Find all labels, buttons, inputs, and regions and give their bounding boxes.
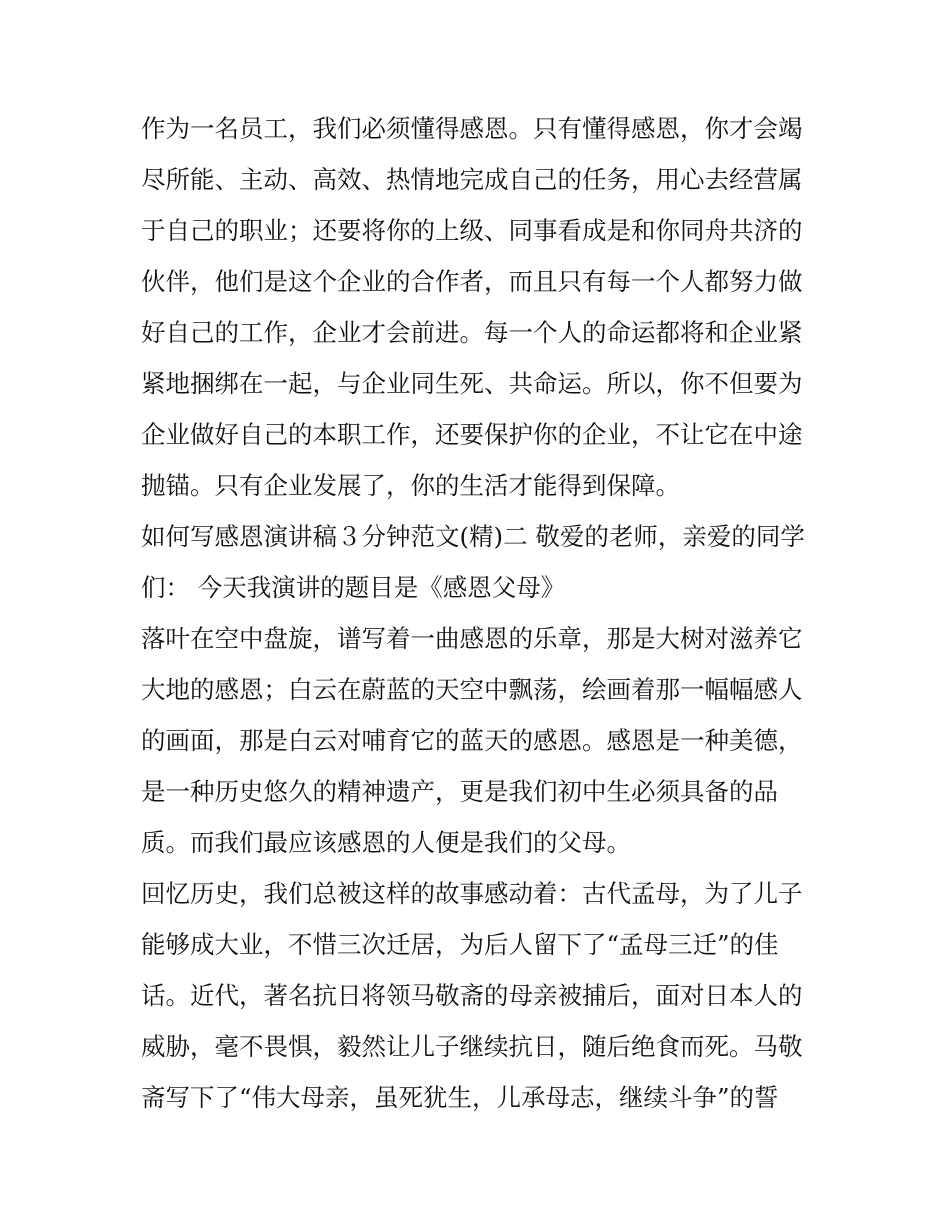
text-line-10: 们： 今天我演讲的题目是《感恩父母》 [141,573,566,602]
text-line-18: 话。近代，著名抗日将领马敬斋的母亲被捕后，面对日本人的 [141,981,803,1010]
text-line-5: 好自己的工作，企业才会前进。每一个人的命运都将和企业紧 [141,318,803,347]
text-line-6: 紧地捆绑在一起，与企业同生死、共命运。所以，你不但要为 [141,369,803,398]
text-line-13: 的画面，那是白云对哺育它的蓝天的感恩。感恩是一种美德， [141,726,803,755]
text-line-19: 威胁，毫不畏惧，毅然让儿子继续抗日，随后绝食而死。马敬 [141,1032,803,1061]
text-line-7: 企业做好自己的本职工作，还要保护你的企业，不让它在中途 [141,420,803,449]
text-line-4: 伙伴，他们是这个企业的合作者，而且只有每一个人都努力做 [141,267,803,296]
text-line-12: 大地的感恩；白云在蔚蓝的天空中飘荡，绘画着那一幅幅感人 [141,675,803,704]
text-line-15: 质。而我们最应该感恩的人便是我们的父母。 [141,828,631,857]
text-line-8: 抛锚。只有企业发展了，你的生活才能得到保障。 [141,471,680,500]
document-text [141,103,821,1123]
text-line-11: 落叶在空中盘旋，谱写着一曲感恩的乐章，那是大树对滋养它 [141,624,803,653]
text-line-3: 于自己的职业；还要将你的上级、同事看成是和你同舟共济的 [141,216,803,245]
text-line-14: 是一种历史悠久的精神遗产，更是我们初中生必须具备的品 [141,777,778,806]
text-line-20: 斋写下了“伟大母亲，虽死犹生，儿承母志，继续斗争”的誓 [141,1083,779,1112]
text-line-17: 能够成大业，不惜三次迁居，为后人留下了“孟母三迁”的佳 [141,930,779,959]
text-line-2: 尽所能、主动、高效、热情地完成自己的任务，用心去经营属 [141,165,803,194]
text-line-1: 作为一名员工，我们必须懂得感恩。只有懂得感恩，你才会竭 [141,114,803,143]
text-line-9: 如何写感恩演讲稿３分钟范文(精)二 敬爱的老师，亲爱的同学 [141,522,805,551]
text-line-16: 回忆历史，我们总被这样的故事感动着：古代孟母，为了儿子 [141,879,803,908]
